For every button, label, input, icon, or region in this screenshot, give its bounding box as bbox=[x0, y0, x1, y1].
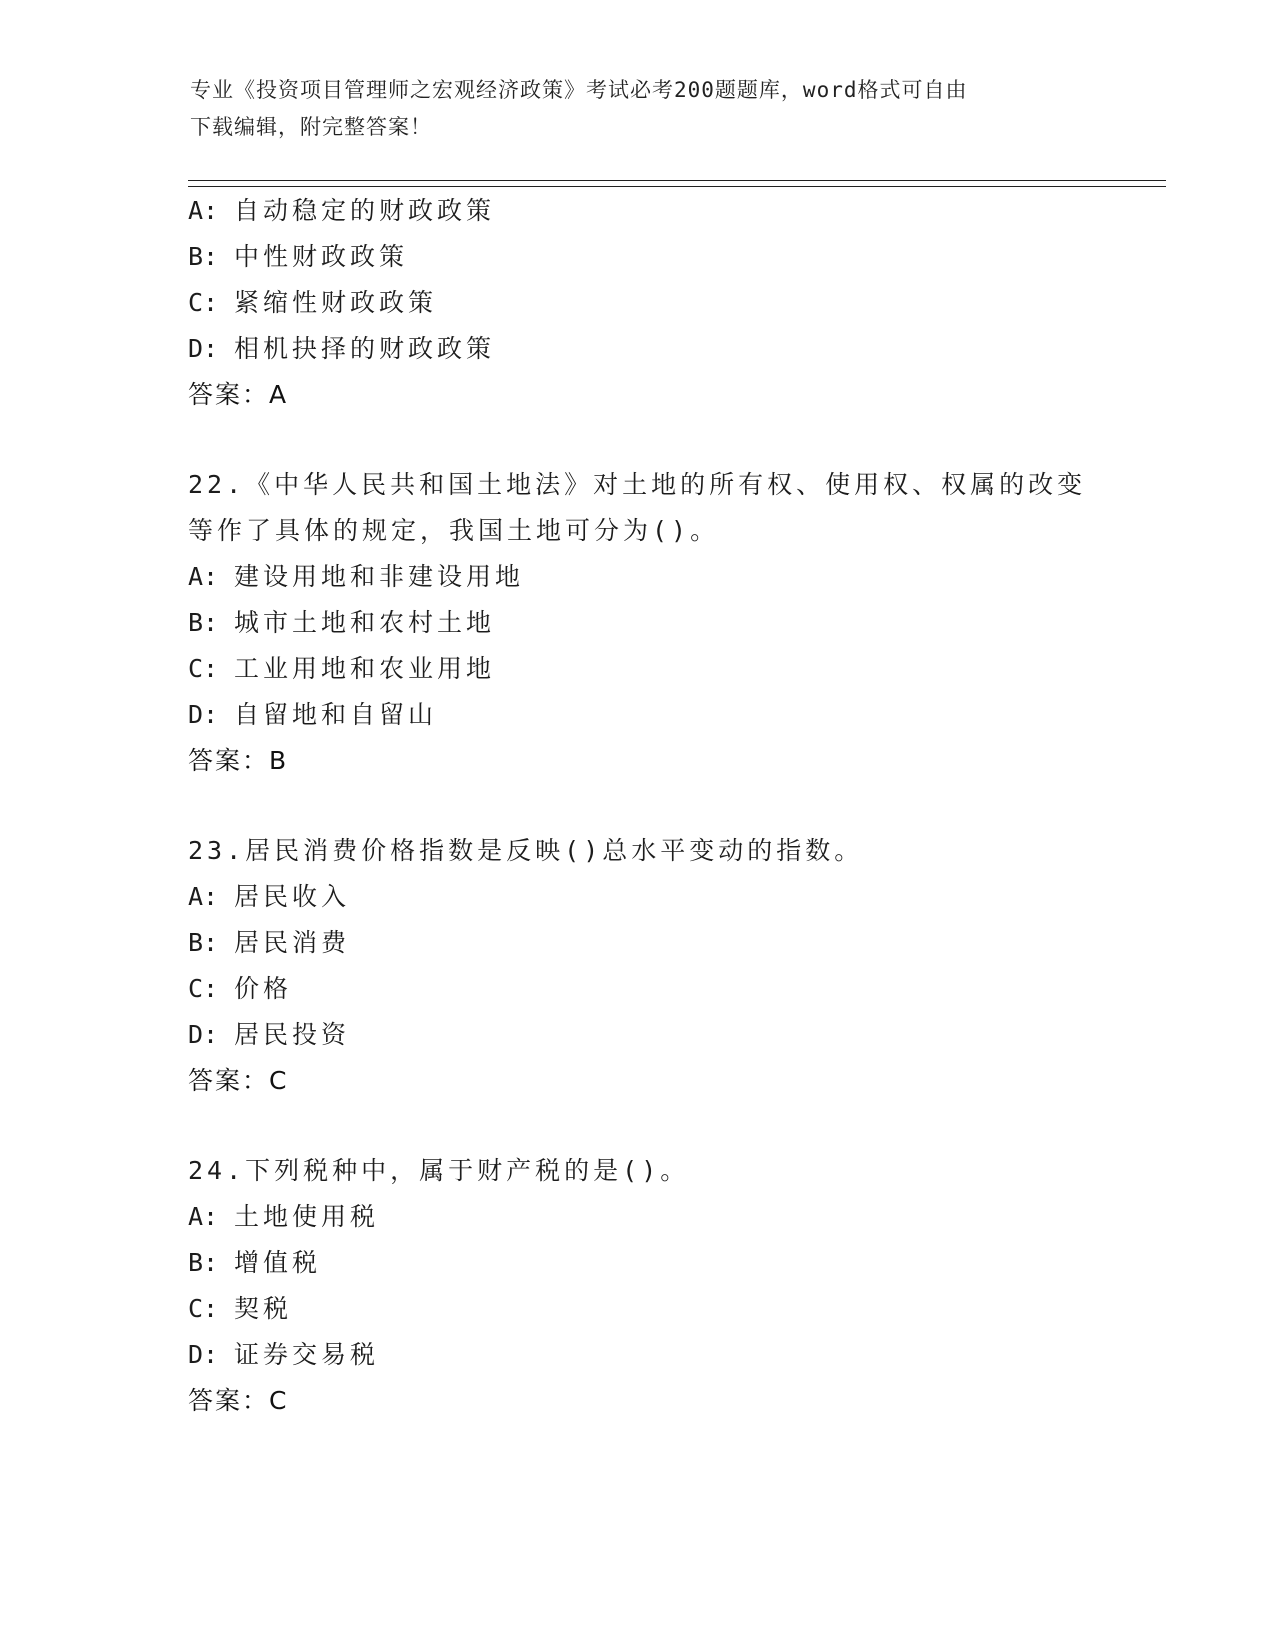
question-22 bbox=[188, 462, 1168, 784]
option-a bbox=[188, 554, 1168, 600]
option-a bbox=[188, 874, 1168, 920]
option-key: B: bbox=[188, 242, 219, 271]
header-divider-top bbox=[188, 180, 1166, 181]
option-c bbox=[188, 280, 1168, 326]
question-stem: 24.下列税种中，属于财产税的是()。 bbox=[188, 1156, 690, 1185]
answer-line: 答案：C bbox=[188, 1066, 289, 1095]
spacer bbox=[188, 784, 1168, 828]
option-key: A: bbox=[188, 196, 219, 225]
option-text: 城市土地和农村土地 bbox=[234, 608, 496, 637]
option-key: C: bbox=[188, 974, 219, 1003]
question-23 bbox=[188, 828, 1168, 1104]
option-key: A: bbox=[188, 882, 219, 911]
question-stem: 23.居民消费价格指数是反映()总水平变动的指数。 bbox=[188, 836, 864, 865]
answer-line: 答案：A bbox=[188, 380, 289, 409]
option-d bbox=[188, 1332, 1168, 1378]
option-b bbox=[188, 1240, 1168, 1286]
option-text: 自动稳定的财政政策 bbox=[234, 196, 496, 225]
document-header bbox=[190, 72, 1090, 146]
option-c bbox=[188, 646, 1168, 692]
option-key: C: bbox=[188, 1294, 219, 1323]
header-line-1: 专业《投资项目管理师之宏观经济政策》考试必考200题题库，word格式可自由 bbox=[190, 78, 968, 102]
question-stem: 22.《中华人民共和国土地法》对土地的所有权、使用权、权属的改变 bbox=[188, 470, 1087, 499]
option-d bbox=[188, 692, 1168, 738]
option-d bbox=[188, 1012, 1168, 1058]
option-text: 居民消费 bbox=[234, 928, 351, 957]
option-b bbox=[188, 600, 1168, 646]
option-text: 紧缩性财政政策 bbox=[234, 288, 438, 317]
option-c bbox=[188, 966, 1168, 1012]
option-key: D: bbox=[188, 1020, 219, 1049]
option-text: 工业用地和农业用地 bbox=[234, 654, 496, 683]
option-text: 增值税 bbox=[234, 1248, 322, 1277]
option-text: 自留地和自留山 bbox=[234, 700, 438, 729]
option-text: 建设用地和非建设用地 bbox=[234, 562, 525, 591]
option-c bbox=[188, 1286, 1168, 1332]
answer-line: 答案：B bbox=[188, 746, 289, 775]
header-line-2: 下载编辑，附完整答案！ bbox=[190, 115, 432, 139]
option-text: 契税 bbox=[234, 1294, 293, 1323]
option-key: C: bbox=[188, 654, 219, 683]
option-text: 土地使用税 bbox=[234, 1202, 380, 1231]
option-a bbox=[188, 188, 1168, 234]
question-stem-continued: 等作了具体的规定，我国土地可分为()。 bbox=[188, 516, 720, 545]
option-key: D: bbox=[188, 700, 219, 729]
option-b bbox=[188, 234, 1168, 280]
question-21 bbox=[188, 188, 1168, 418]
option-text: 居民投资 bbox=[234, 1020, 351, 1049]
option-b bbox=[188, 920, 1168, 966]
option-key: B: bbox=[188, 1248, 219, 1277]
option-a bbox=[188, 1194, 1168, 1240]
option-key: B: bbox=[188, 608, 219, 637]
option-text: 价格 bbox=[234, 974, 293, 1003]
option-key: A: bbox=[188, 1202, 219, 1231]
option-d bbox=[188, 326, 1168, 372]
option-key: A: bbox=[188, 562, 219, 591]
header-divider-bottom bbox=[188, 186, 1166, 187]
spacer bbox=[188, 418, 1168, 462]
option-text: 证券交易税 bbox=[234, 1340, 380, 1369]
answer-line: 答案：C bbox=[188, 1386, 289, 1415]
option-text: 居民收入 bbox=[234, 882, 351, 911]
option-key: D: bbox=[188, 334, 219, 363]
question-list bbox=[188, 188, 1168, 1424]
question-24 bbox=[188, 1148, 1168, 1424]
option-text: 中性财政政策 bbox=[234, 242, 409, 271]
spacer bbox=[188, 1104, 1168, 1148]
option-key: D: bbox=[188, 1340, 219, 1369]
option-key: C: bbox=[188, 288, 219, 317]
option-key: B: bbox=[188, 928, 219, 957]
option-text: 相机抉择的财政政策 bbox=[234, 334, 496, 363]
